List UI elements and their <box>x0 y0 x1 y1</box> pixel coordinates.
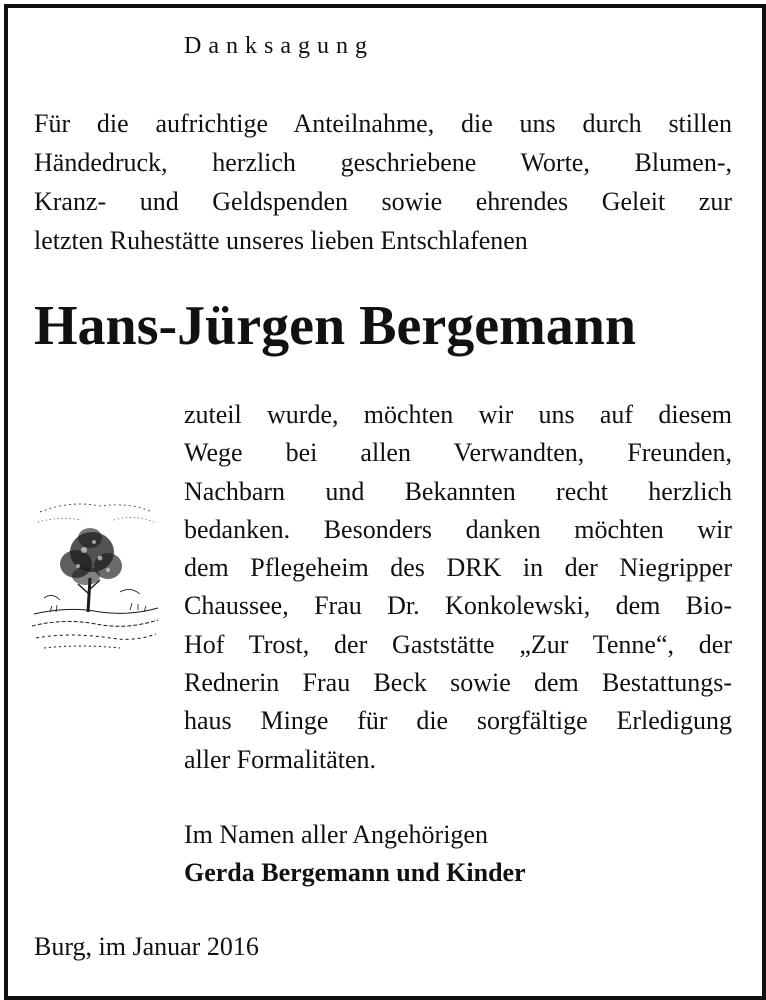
intro-paragraph <box>34 104 732 260</box>
intro-line: Händedruck, herzlich geschriebene Worte, Blumen-, <box>34 148 732 177</box>
tree-landscape-icon <box>30 494 160 654</box>
place-date: Burg, im Januar 2016 <box>34 932 259 961</box>
closing-line: Im Namen aller Angehörigen <box>184 820 488 849</box>
body-line: zuteil wurde, möchten wir uns auf diesem <box>184 400 732 429</box>
intro-line: Kranz- und Geldspenden sowie ehrendes Geleit zur <box>34 187 732 216</box>
body-line: aller Formalitäten. <box>184 744 377 774</box>
body-line: bedanken. Besonders danken möchten wir <box>184 514 732 544</box>
deceased-name: Hans-Jürgen Bergemann <box>34 295 636 357</box>
intro-line: letzten Ruhestätte unseres lieben Entschlafenen <box>34 226 528 255</box>
body-line: Rednerin Frau Beck sowie dem Bestattungs- <box>184 668 732 698</box>
body-line: Hof Trost, der Gaststätte „Zur Tenne“, der <box>184 629 732 659</box>
body-line: Nachbarn und Bekannten recht herzlich <box>184 476 732 506</box>
signer-name: Gerda Bergemann und Kinder <box>184 858 526 887</box>
body-line: haus Minge für die sorgfältige Erledigung <box>184 706 732 736</box>
body-line: dem Pflegeheim des DRK in der Niegripper <box>184 553 732 583</box>
body-line: Chaussee, Frau Dr. Konkolewski, dem Bio- <box>184 591 732 621</box>
intro-line: Für die aufrichtige Anteilnahme, die uns durch stillen <box>34 109 732 138</box>
body-paragraph <box>184 396 732 779</box>
closing-block <box>184 816 526 892</box>
notice-heading: Danksagung <box>184 33 374 59</box>
body-line: Wege bei allen Verwandten, Freunden, <box>184 438 732 468</box>
